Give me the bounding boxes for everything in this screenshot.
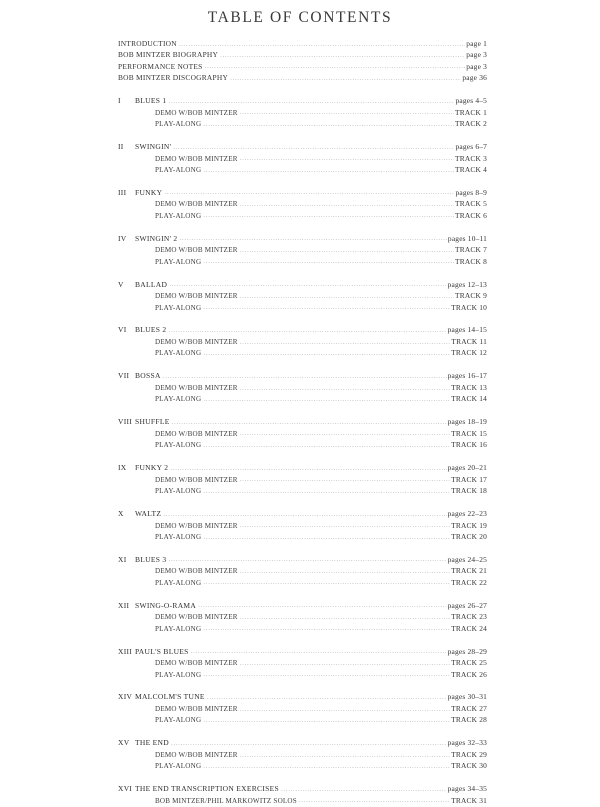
- track-entry[interactable]: [118, 211, 487, 222]
- front-matter-pageref: page 3: [466, 50, 487, 60]
- chapter-pageref: pages 30–31: [447, 692, 487, 702]
- track-label: DEMO W/BOB MINTZER: [155, 246, 238, 255]
- track-label: DEMO W/BOB MINTZER: [155, 750, 238, 759]
- track-entry[interactable]: [118, 715, 487, 726]
- dot-leader: [240, 245, 454, 252]
- track-entry[interactable]: [118, 257, 487, 268]
- track-pageref: TRACK 11: [451, 337, 487, 347]
- dot-leader: [240, 658, 450, 665]
- track-entry[interactable]: [118, 658, 487, 669]
- track-pageref: TRACK 13: [451, 382, 487, 392]
- chapter-title: SWINGIN': [135, 141, 172, 151]
- dot-leader: [240, 612, 450, 619]
- track-entry[interactable]: [118, 624, 487, 635]
- chapter-block: [118, 234, 487, 268]
- track-pageref: TRACK 2: [455, 119, 487, 129]
- track-pageref: TRACK 18: [451, 486, 487, 496]
- chapter-list: [118, 96, 487, 807]
- track-entry[interactable]: [118, 429, 487, 440]
- dot-leader: [240, 337, 451, 344]
- chapter-block: [118, 692, 487, 726]
- toc-page: [0, 9, 600, 805]
- track-pageref: TRACK 25: [451, 658, 487, 668]
- track-label: PLAY-ALONG: [155, 257, 202, 266]
- front-matter-list: [118, 39, 487, 85]
- track-entry[interactable]: [118, 154, 487, 165]
- chapter-numeral: IX: [118, 463, 127, 473]
- track-entry[interactable]: [118, 521, 487, 532]
- chapter-numeral: V: [118, 279, 124, 289]
- chapter-pageref: pages 8–9: [455, 187, 487, 197]
- dot-leader: [163, 371, 447, 378]
- dot-leader: [203, 578, 450, 585]
- chapter-title: WALTZ: [135, 508, 162, 518]
- chapter-title: BLUES 2: [135, 325, 167, 335]
- chapter-title: FUNKY: [135, 187, 163, 197]
- track-pageref: TRACK 9: [455, 291, 487, 301]
- track-label: PLAY-ALONG: [155, 303, 202, 312]
- track-pageref: TRACK 26: [451, 669, 487, 679]
- chapter-label: [118, 510, 161, 518]
- front-matter-pageref: page 1: [466, 39, 487, 48]
- dot-leader: [240, 750, 450, 757]
- track-label: DEMO W/BOB MINTZER: [155, 567, 238, 576]
- dot-leader: [203, 532, 450, 539]
- front-matter-entry[interactable]: [118, 39, 487, 50]
- track-label: DEMO W/BOB MINTZER: [155, 429, 238, 438]
- chapter-title: SHUFFLE: [135, 417, 170, 427]
- chapter-entry[interactable]: [118, 463, 487, 475]
- chapter-title: BLUES 3: [135, 554, 167, 564]
- dot-leader: [172, 417, 447, 424]
- chapter-numeral: VII: [118, 371, 130, 381]
- chapter-pageref: pages 12–13: [447, 279, 487, 289]
- chapter-entry[interactable]: [118, 96, 487, 108]
- chapter-block: [118, 325, 487, 359]
- dot-leader: [170, 463, 446, 470]
- chapter-label: [118, 464, 168, 472]
- track-label: DEMO W/BOB MINTZER: [155, 292, 238, 301]
- chapter-pageref: pages 22–23: [447, 508, 487, 518]
- track-label: DEMO W/BOB MINTZER: [155, 154, 238, 163]
- dot-leader: [163, 509, 446, 516]
- chapter-numeral: XIII: [118, 646, 133, 656]
- track-entry[interactable]: [118, 796, 487, 807]
- chapter-entry[interactable]: [118, 234, 487, 246]
- front-matter-entry[interactable]: [118, 73, 487, 84]
- chapter-numeral: XII: [118, 600, 130, 610]
- chapter-title: FUNKY 2: [135, 463, 169, 473]
- track-label: DEMO W/BOB MINTZER: [155, 659, 238, 668]
- chapter-title: BLUES 1: [135, 96, 167, 106]
- toc-body: [118, 39, 487, 807]
- track-pageref: TRACK 7: [455, 245, 487, 255]
- track-entry[interactable]: [118, 578, 487, 589]
- dot-leader: [240, 475, 450, 482]
- track-label: DEMO W/BOB MINTZER: [155, 613, 238, 622]
- track-entry[interactable]: [118, 486, 487, 497]
- dot-leader: [203, 348, 450, 355]
- track-entry[interactable]: [118, 761, 487, 772]
- track-pageref: TRACK 16: [451, 440, 487, 450]
- chapter-numeral: XV: [118, 738, 130, 748]
- track-entry[interactable]: [118, 440, 487, 451]
- chapter-pageref: pages 28–29: [447, 646, 487, 656]
- chapter-numeral: VIII: [118, 417, 133, 427]
- chapter-numeral: XVI: [118, 784, 133, 794]
- chapter-title: PAUL'S BLUES: [135, 646, 189, 656]
- track-label: PLAY-ALONG: [155, 441, 202, 450]
- track-entry[interactable]: [118, 532, 487, 543]
- front-matter-label: PERFORMANCE NOTES: [118, 61, 203, 71]
- chapter-pageref: pages 24–25: [447, 554, 487, 564]
- track-label: DEMO W/BOB MINTZER: [155, 521, 238, 530]
- track-entry[interactable]: [118, 291, 487, 302]
- front-matter-label: INTRODUCTION: [118, 39, 177, 48]
- track-pageref: TRACK 23: [451, 612, 487, 622]
- dot-leader: [203, 211, 454, 218]
- front-matter-label: BOB MINTZER DISCOGRAPHY: [118, 73, 229, 83]
- chapter-entry[interactable]: [118, 417, 487, 429]
- track-pageref: TRACK 8: [455, 256, 487, 266]
- dot-leader: [169, 280, 446, 287]
- chapter-pageref: pages 18–19: [447, 417, 487, 427]
- chapter-entry[interactable]: [118, 371, 487, 383]
- chapter-label: [118, 418, 170, 426]
- chapter-pageref: pages 10–11: [447, 233, 487, 243]
- chapter-pageref: pages 20–21: [447, 463, 487, 473]
- track-entry[interactable]: [118, 394, 487, 405]
- track-pageref: TRACK 21: [451, 566, 487, 576]
- chapter-numeral: X: [118, 508, 124, 518]
- dot-leader: [240, 108, 454, 115]
- dot-leader: [240, 199, 454, 206]
- front-matter-entry[interactable]: [118, 62, 487, 73]
- dot-leader: [203, 394, 450, 401]
- chapter-numeral: I: [118, 96, 121, 106]
- chapter-numeral: XI: [118, 554, 127, 564]
- track-label: PLAY-ALONG: [155, 120, 202, 129]
- track-pageref: TRACK 19: [451, 520, 487, 530]
- dot-leader: [203, 440, 450, 447]
- track-entry[interactable]: [118, 670, 487, 681]
- chapter-entry[interactable]: [118, 325, 487, 337]
- track-label: PLAY-ALONG: [155, 762, 202, 771]
- front-matter-entry[interactable]: [118, 50, 487, 61]
- chapter-block: [118, 280, 487, 314]
- dot-leader: [203, 670, 450, 677]
- dot-leader: [230, 73, 461, 80]
- dot-leader: [240, 383, 450, 390]
- track-label: DEMO W/BOB MINTZER: [155, 383, 238, 392]
- dot-leader: [299, 796, 450, 803]
- track-label: DEMO W/BOB MINTZER: [155, 108, 238, 117]
- chapter-label: [118, 326, 166, 334]
- track-label: PLAY-ALONG: [155, 532, 202, 541]
- chapter-numeral: IV: [118, 233, 127, 243]
- dot-leader: [240, 429, 450, 436]
- chapter-block: [118, 417, 487, 451]
- chapter-pageref: pages 16–17: [447, 371, 487, 381]
- track-pageref: TRACK 3: [455, 153, 487, 163]
- dot-leader: [207, 692, 447, 699]
- track-entry[interactable]: [118, 165, 487, 176]
- chapter-label: [118, 189, 162, 197]
- dot-leader: [205, 62, 466, 69]
- chapter-label: [118, 235, 177, 243]
- track-entry[interactable]: [118, 383, 487, 394]
- chapter-label: [118, 693, 205, 701]
- chapter-numeral: VI: [118, 325, 127, 335]
- chapter-label: [118, 372, 161, 380]
- track-pageref: TRACK 10: [451, 302, 487, 312]
- dot-leader: [240, 154, 454, 161]
- chapter-entry[interactable]: [118, 188, 487, 200]
- chapter-numeral: III: [118, 187, 127, 197]
- chapter-label: [118, 648, 189, 656]
- chapter-entry[interactable]: [118, 280, 487, 292]
- chapter-label: [118, 97, 166, 105]
- front-matter-label: BOB MINTZER BIOGRAPHY: [118, 50, 219, 60]
- chapter-title: BOSSA: [135, 371, 161, 381]
- front-matter-pageref: page 36: [462, 73, 487, 83]
- track-label: PLAY-ALONG: [155, 670, 202, 679]
- track-label: DEMO W/BOB MINTZER: [155, 475, 238, 484]
- dot-leader: [168, 555, 446, 562]
- dot-leader: [240, 566, 450, 573]
- chapter-block: [118, 509, 487, 543]
- dot-leader: [168, 325, 446, 332]
- chapter-block: [118, 555, 487, 589]
- chapter-label: [118, 602, 196, 610]
- track-entry[interactable]: [118, 750, 487, 761]
- chapter-label: [118, 556, 166, 564]
- dot-leader: [179, 39, 465, 46]
- track-entry[interactable]: [118, 337, 487, 348]
- chapter-title: SWING-O-RAMA: [135, 600, 197, 610]
- chapter-title: SWINGIN' 2: [135, 233, 178, 243]
- track-pageref: TRACK 12: [451, 348, 487, 358]
- track-pageref: TRACK 4: [455, 164, 487, 174]
- dot-leader: [203, 761, 450, 768]
- track-label: PLAY-ALONG: [155, 211, 202, 220]
- dot-leader: [191, 647, 447, 654]
- dot-leader: [203, 486, 450, 493]
- front-matter-pageref: page 3: [466, 61, 487, 71]
- track-pageref: TRACK 24: [451, 623, 487, 633]
- track-label: BOB MINTZER/PHIL MARKOWITZ SOLOS: [155, 796, 297, 805]
- dot-leader: [203, 165, 454, 172]
- chapter-block: [118, 188, 487, 222]
- dot-leader: [173, 142, 454, 149]
- chapter-block: [118, 96, 487, 130]
- track-label: DEMO W/BOB MINTZER: [155, 200, 238, 209]
- track-label: PLAY-ALONG: [155, 165, 202, 174]
- dot-leader: [203, 119, 454, 126]
- track-entry[interactable]: [118, 108, 487, 119]
- track-pageref: TRACK 6: [455, 210, 487, 220]
- track-entry[interactable]: [118, 199, 487, 210]
- track-label: PLAY-ALONG: [155, 395, 202, 404]
- chapter-entry[interactable]: [118, 692, 487, 704]
- track-entry[interactable]: [118, 612, 487, 623]
- chapter-entry[interactable]: [118, 601, 487, 613]
- dot-leader: [203, 303, 450, 310]
- dot-leader: [240, 704, 450, 711]
- chapter-entry[interactable]: [118, 647, 487, 659]
- chapter-label: [118, 785, 279, 793]
- chapter-title: MALCOLM'S TUNE: [135, 692, 205, 702]
- dot-leader: [203, 257, 454, 264]
- chapter-block: [118, 371, 487, 405]
- chapter-entry[interactable]: [118, 738, 487, 750]
- track-label: PLAY-ALONG: [155, 487, 202, 496]
- chapter-pageref: pages 32–33: [447, 738, 487, 748]
- chapter-label: [118, 739, 169, 747]
- track-pageref: TRACK 14: [451, 394, 487, 404]
- dot-leader: [179, 234, 446, 241]
- track-entry[interactable]: [118, 303, 487, 314]
- chapter-entry[interactable]: [118, 142, 487, 154]
- track-entry[interactable]: [118, 245, 487, 256]
- chapter-pageref: pages 34–35: [447, 784, 487, 794]
- track-pageref: TRACK 22: [451, 577, 487, 587]
- chapter-block: [118, 647, 487, 681]
- chapter-numeral: XIV: [118, 692, 133, 702]
- chapter-label: [118, 143, 171, 151]
- track-pageref: TRACK 15: [451, 428, 487, 438]
- track-label: DEMO W/BOB MINTZER: [155, 338, 238, 347]
- track-label: PLAY-ALONG: [155, 624, 202, 633]
- track-pageref: TRACK 27: [451, 704, 487, 714]
- track-pageref: TRACK 20: [451, 531, 487, 541]
- track-label: PLAY-ALONG: [155, 716, 202, 725]
- chapter-label: [118, 281, 167, 289]
- track-label: PLAY-ALONG: [155, 349, 202, 358]
- chapter-pageref: pages 26–27: [447, 600, 487, 610]
- chapter-numeral: II: [118, 141, 124, 151]
- dot-leader: [168, 96, 454, 103]
- chapter-block: [118, 463, 487, 497]
- chapter-title: THE END: [135, 738, 169, 748]
- chapter-block: [118, 142, 487, 176]
- chapter-block: [118, 601, 487, 635]
- track-pageref: TRACK 28: [451, 715, 487, 725]
- chapter-title: THE END TRANSCRIPTION EXERCISES: [135, 784, 279, 794]
- track-pageref: TRACK 29: [451, 749, 487, 759]
- chapter-block: [118, 784, 487, 807]
- dot-leader: [203, 715, 450, 722]
- track-label: PLAY-ALONG: [155, 578, 202, 587]
- track-pageref: TRACK 1: [455, 107, 487, 117]
- track-entry[interactable]: [118, 704, 487, 715]
- dot-leader: [171, 738, 447, 745]
- track-entry[interactable]: [118, 475, 487, 486]
- dot-leader: [281, 784, 447, 791]
- dot-leader: [203, 624, 450, 631]
- dot-leader: [198, 601, 447, 608]
- chapter-block: [118, 738, 487, 772]
- dot-leader: [240, 291, 454, 298]
- chapter-title: BALLAD: [135, 279, 168, 289]
- track-entry[interactable]: [118, 566, 487, 577]
- chapter-entry[interactable]: [118, 555, 487, 567]
- chapter-pageref: pages 14–15: [447, 325, 487, 335]
- track-pageref: TRACK 31: [451, 795, 487, 805]
- track-label: DEMO W/BOB MINTZER: [155, 705, 238, 714]
- dot-leader: [220, 50, 465, 57]
- track-pageref: TRACK 17: [451, 474, 487, 484]
- track-entry[interactable]: [118, 119, 487, 130]
- chapter-pageref: pages 4–5: [455, 96, 487, 106]
- track-pageref: TRACK 5: [455, 199, 487, 209]
- dot-leader: [240, 521, 450, 528]
- track-pageref: TRACK 30: [451, 761, 487, 771]
- track-entry[interactable]: [118, 348, 487, 359]
- dot-leader: [164, 188, 454, 195]
- chapter-entry[interactable]: [118, 784, 487, 796]
- chapter-entry[interactable]: [118, 509, 487, 521]
- chapter-pageref: pages 6–7: [455, 141, 487, 151]
- page-title: TABLE OF CONTENTS: [207, 9, 393, 26]
